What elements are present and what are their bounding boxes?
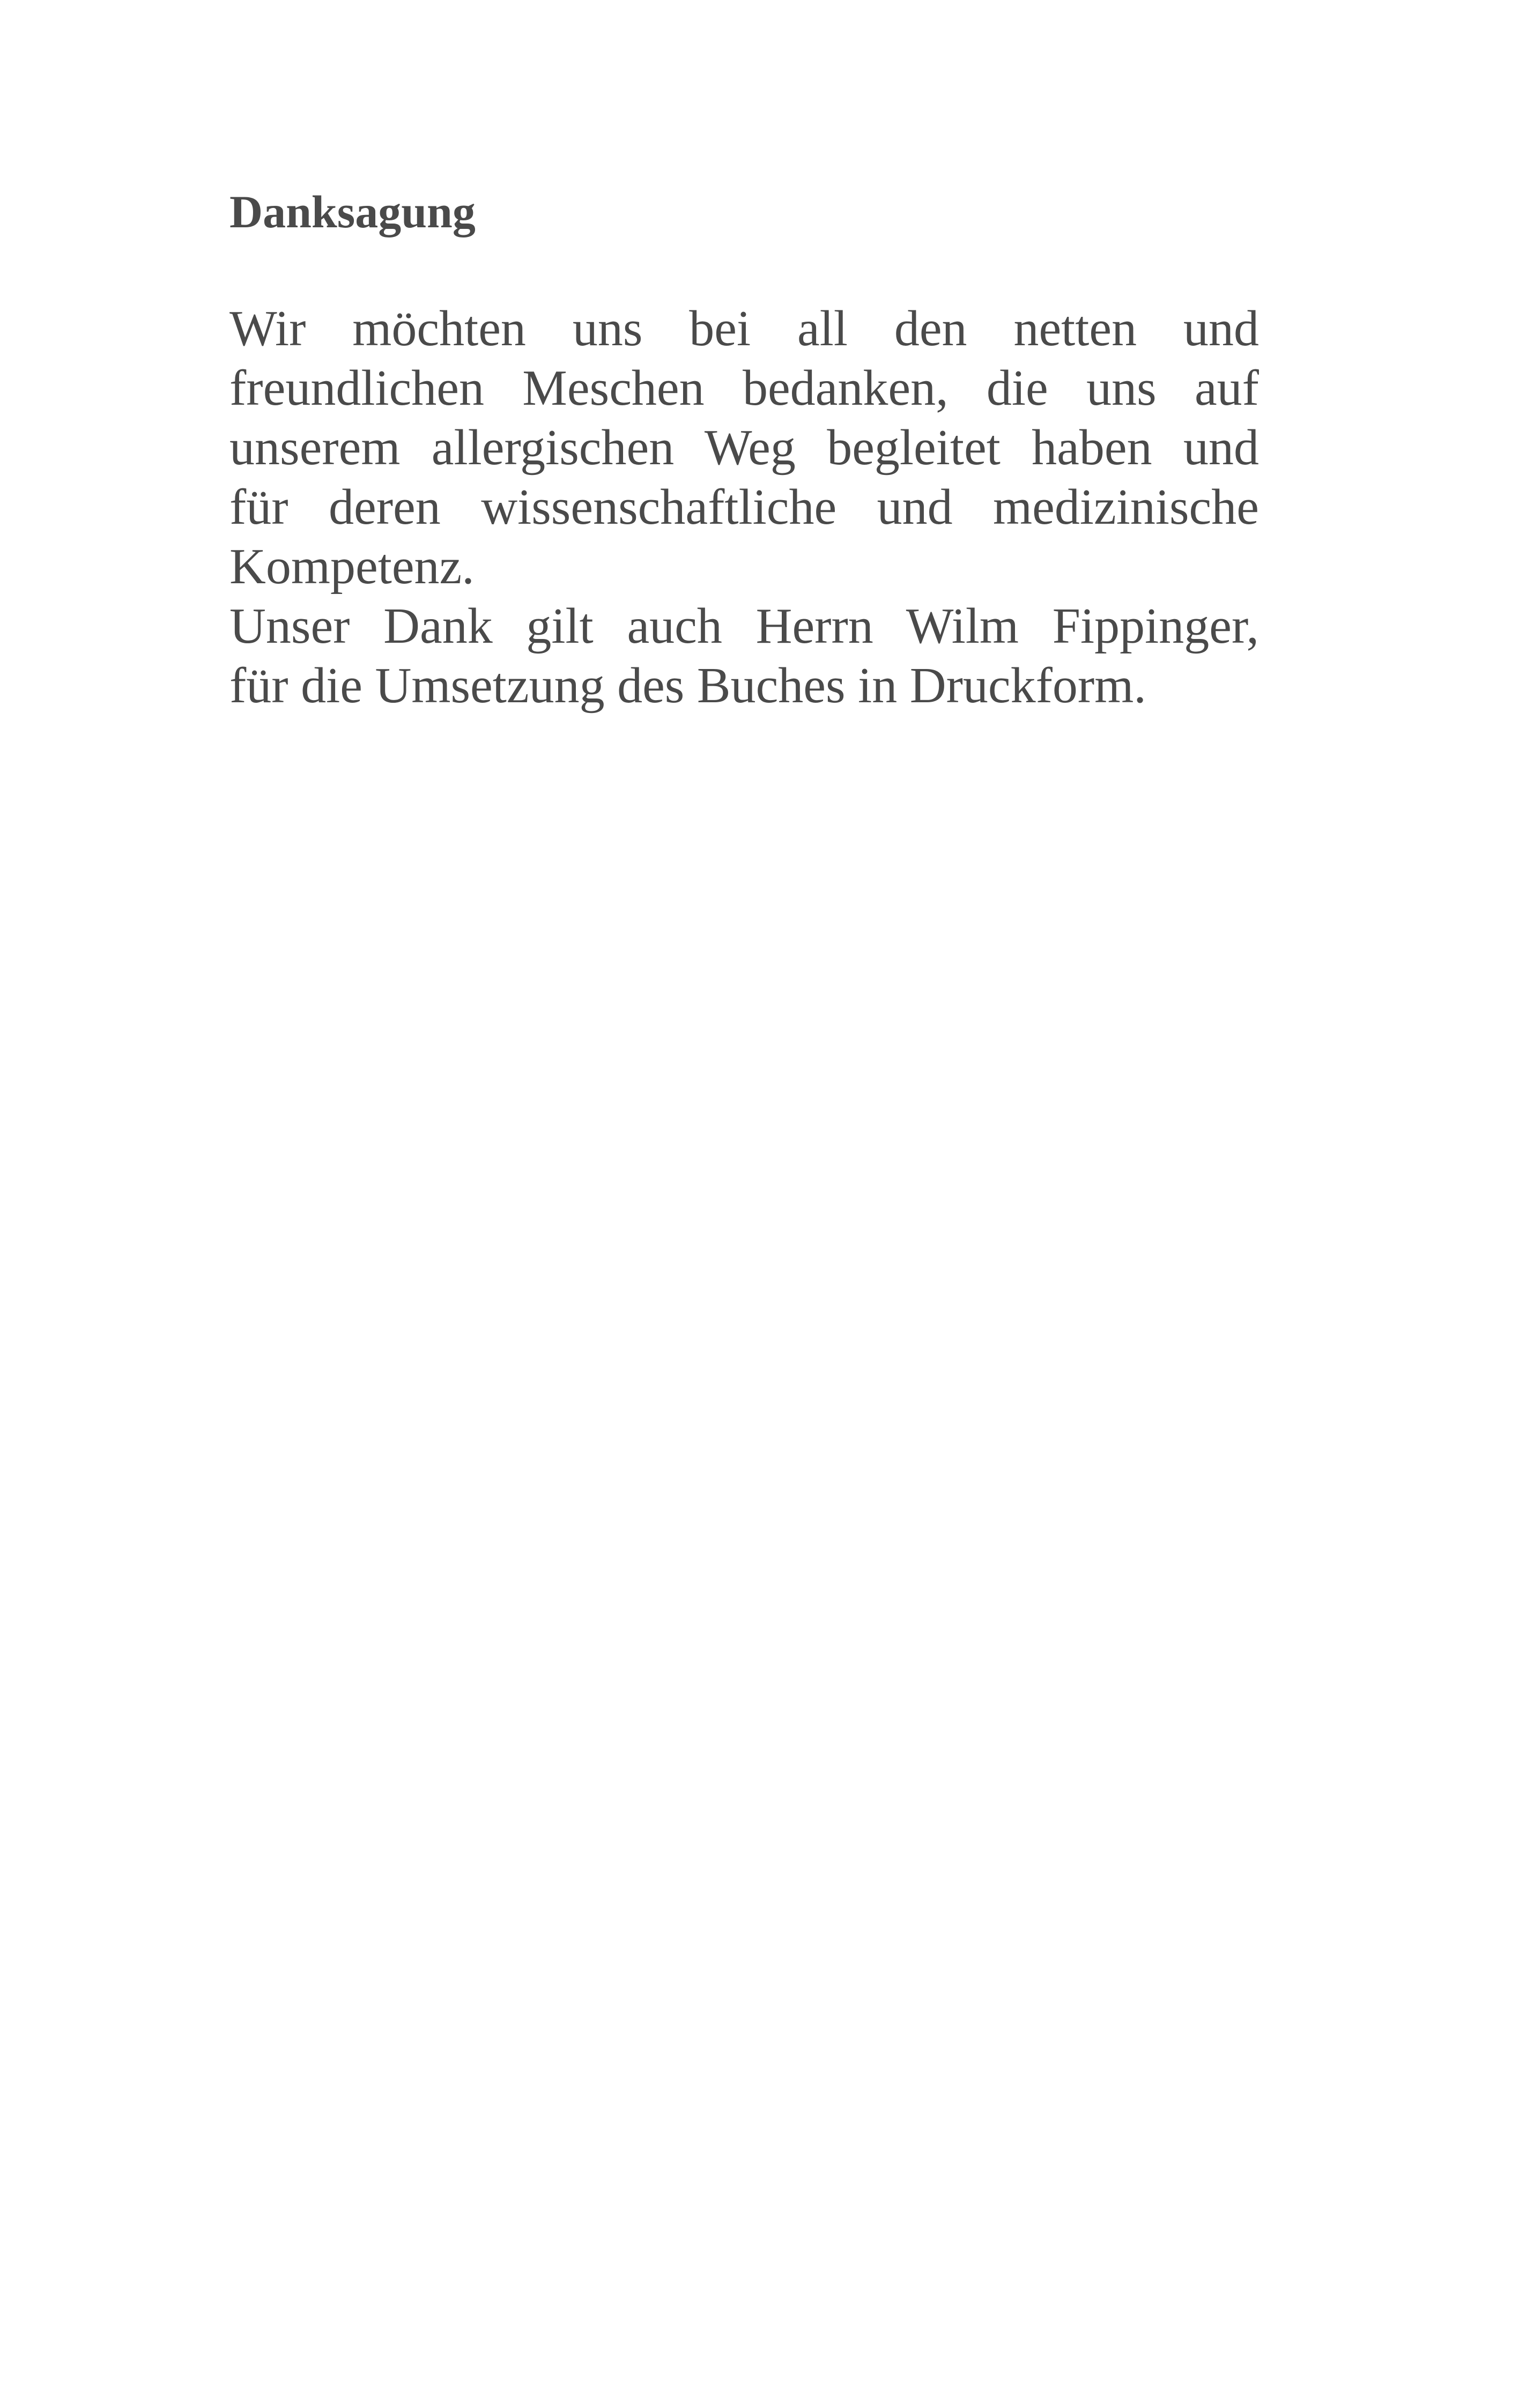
paragraph-line: Unser Dank gilt auch Herrn Wilm Fippinger, (229, 598, 1259, 654)
paragraph-line: Kompetenz. (229, 539, 475, 594)
paragraph-line: unserem allergischen Weg begleitet haben und (229, 420, 1259, 475)
paragraph-line: für deren wissenschaftliche und medizinische (229, 479, 1259, 535)
page-title: Danksagung (229, 186, 476, 237)
paragraph-line: Wir möchten uns bei all den netten und (229, 301, 1259, 356)
paragraph-line: freundlichen Meschen bedanken, die uns auf (229, 360, 1259, 416)
acknowledgement-paragraph (229, 299, 1259, 716)
text-block (229, 182, 1259, 716)
paragraph-line: für die Umsetzung des Buches in Druckform. (229, 658, 1146, 714)
